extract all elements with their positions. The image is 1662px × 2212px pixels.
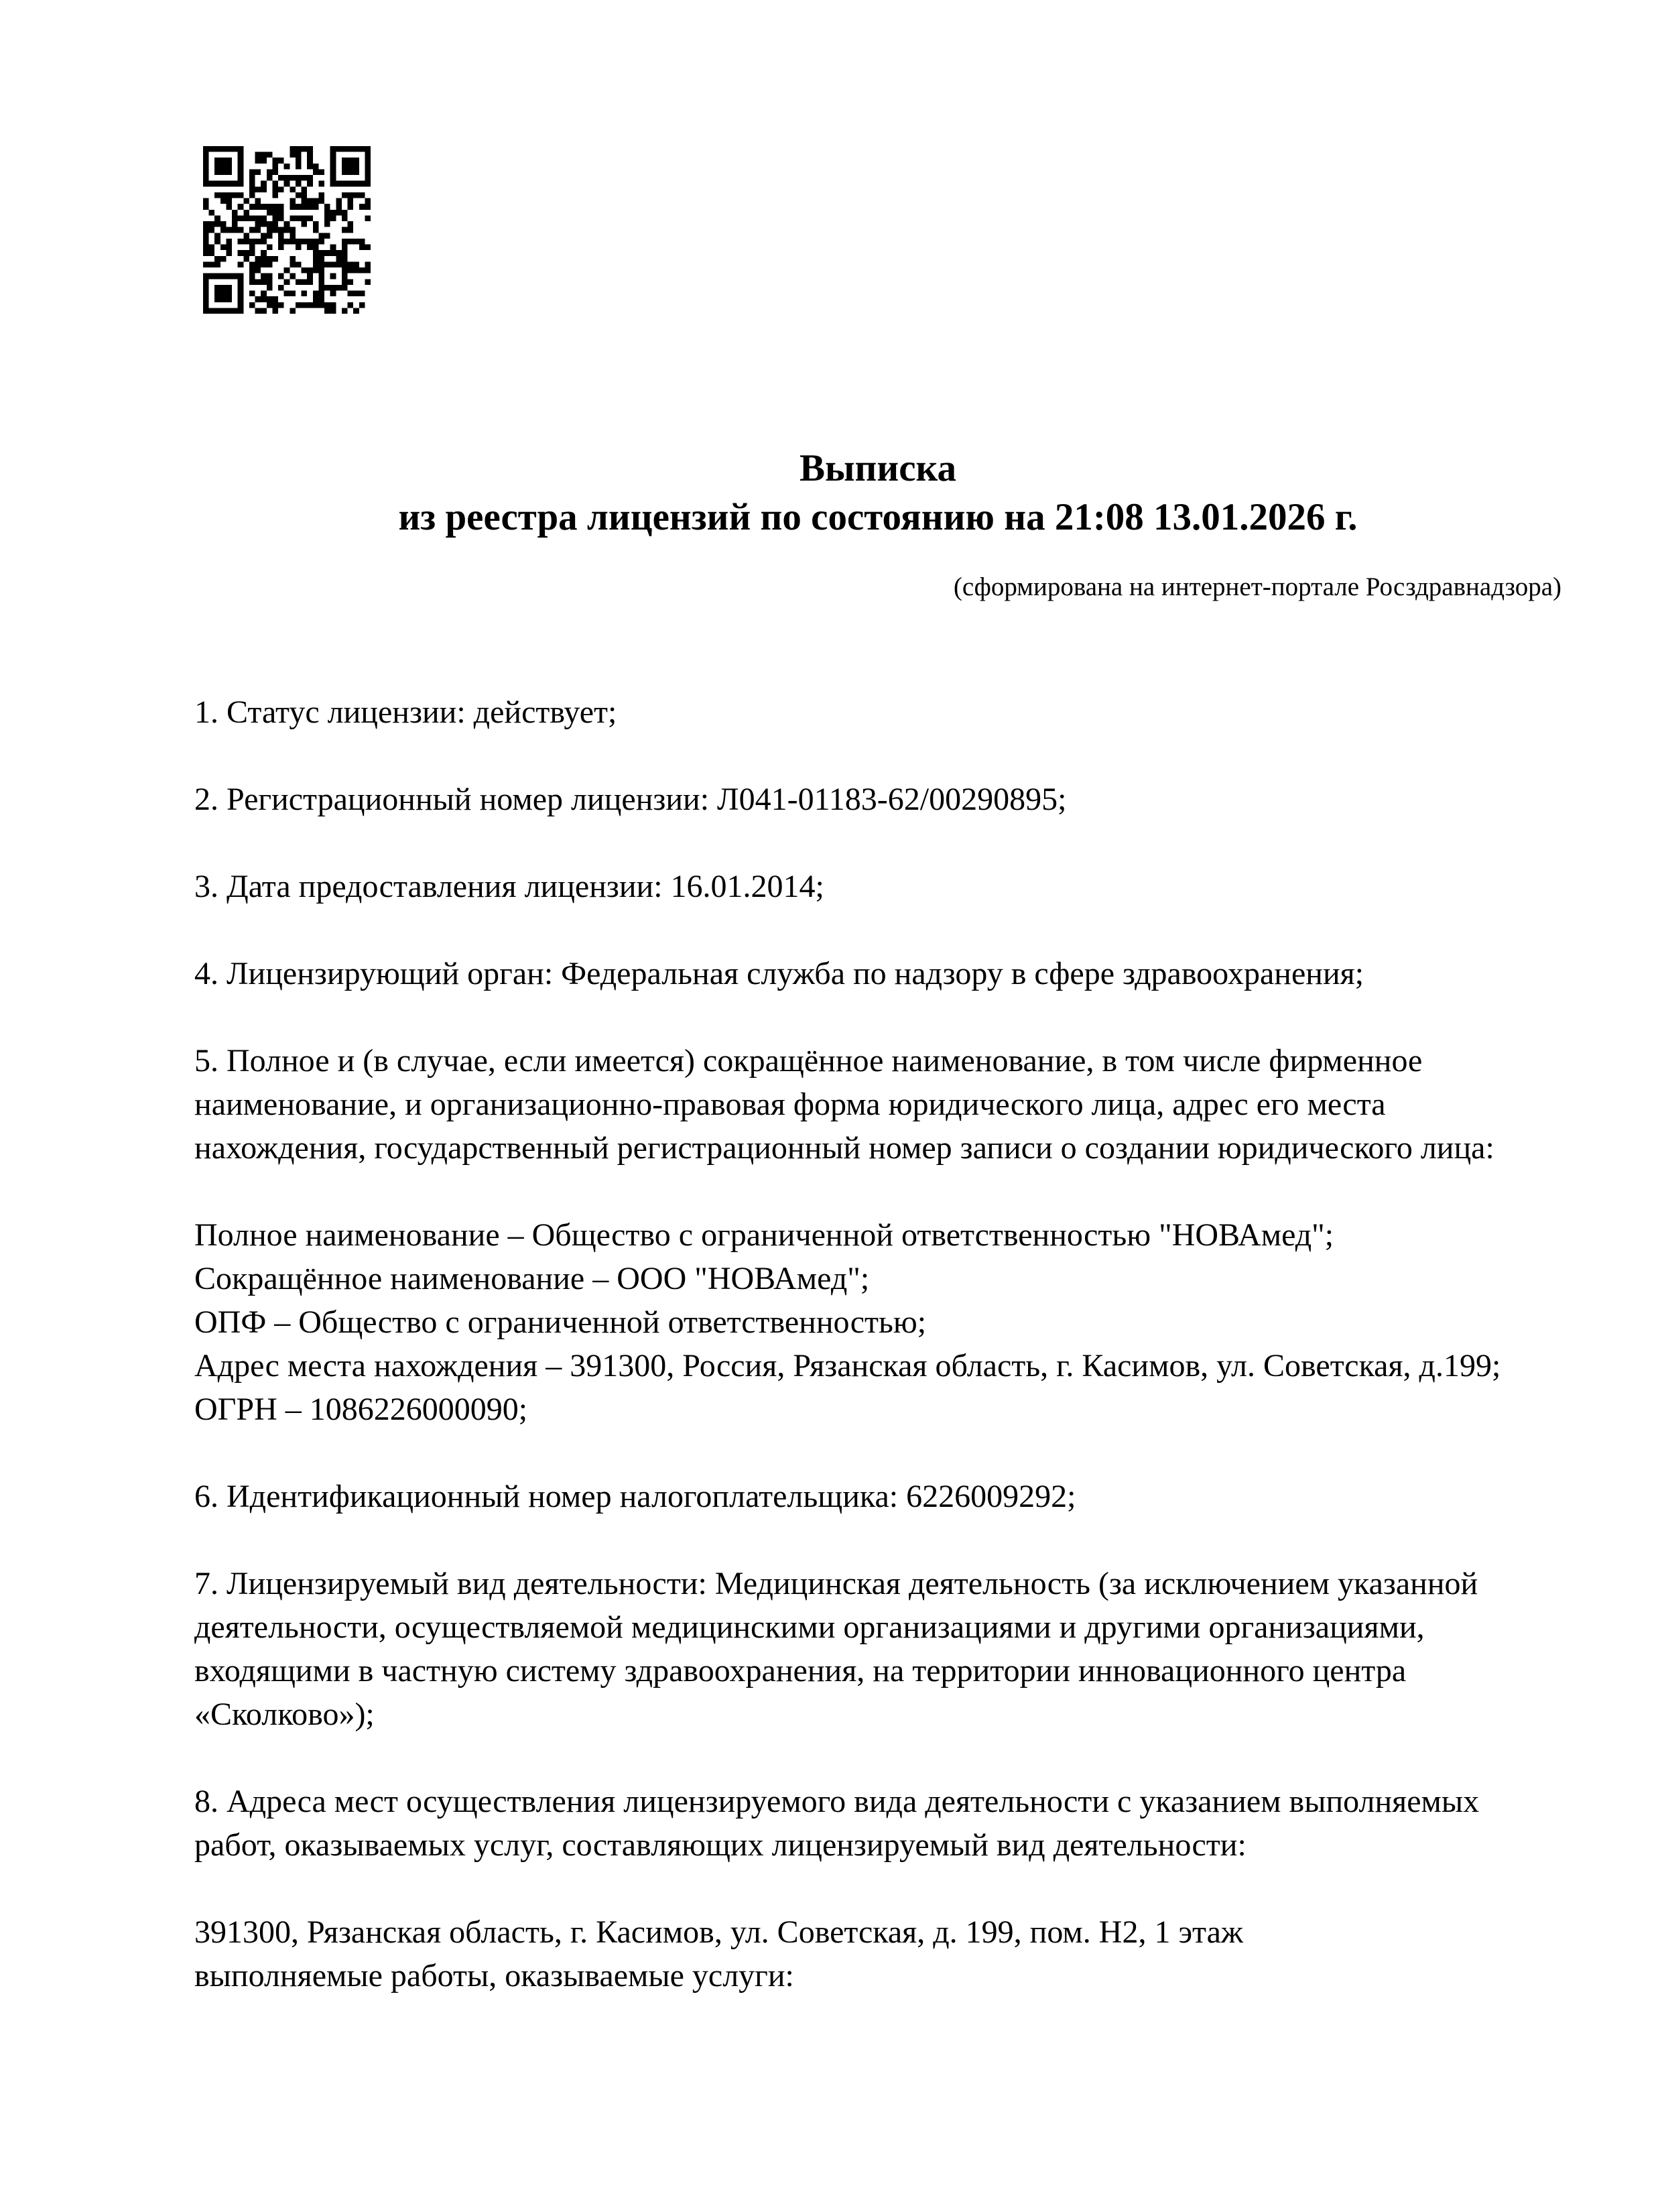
license-reg-number: 2. Регистрационный номер лицензии: Л041-01183-62/00290895;: [194, 782, 1067, 817]
entity-ogrn: ОГРН – 1086226000090;: [194, 1392, 528, 1427]
entity-details: [194, 1213, 1561, 1431]
license-status: 1. Статус лицензии: действует;: [194, 694, 617, 730]
licensed-activity: 7. Лицензируемый вид деятельности: Медицинская деятельность (за исключением указанной деятельности, осуществляемой медицинскими организациями и другими организациями, входящими в частную систему здравоохранения, на территории инновационного центра «Сколково»);: [194, 1566, 1478, 1732]
document-content: [194, 444, 1561, 2041]
entity-address: Адрес места нахождения – 391300, Россия, Рязанская область, г. Касимов, ул. Советская, д.199;: [194, 1348, 1501, 1384]
document-title: [194, 444, 1561, 542]
entity-short-name: Сокращённое наименование – ООО "НОВАмед";: [194, 1261, 870, 1296]
entity-full-name: Полное наименование – Общество с ограниченной ответственностью "НОВАмед";: [194, 1217, 1334, 1253]
generated-note: (сформирована на интернет-портале Росздравнадзора): [953, 572, 1561, 601]
licensing-authority: 4. Лицензирующий орган: Федеральная служба по надзору в сфере здравоохранения;: [194, 956, 1364, 991]
work-site-works-label: выполняемые работы, оказываемые услуги:: [194, 1958, 794, 1993]
license-grant-date: 3. Дата предоставления лицензии: 16.01.2014;: [194, 869, 824, 904]
license-inn: 6. Идентификационный номер налогоплательщика: 6226009292;: [194, 1479, 1076, 1514]
addresses-intro: 8. Адреса мест осуществления лицензируемого вида деятельности с указанием выполняемых работ, оказываемых услуг, составляющих лицензируемый вид деятельности:: [194, 1784, 1480, 1863]
qr-code-icon: [203, 146, 371, 314]
work-site-address: 391300, Рязанская область, г. Касимов, ул. Советская, д. 199, пом. Н2, 1 этаж: [194, 1914, 1244, 1950]
title-line-2: из реестра лицензий по состоянию на 21:08 13.01.2026 г.: [398, 496, 1358, 538]
work-site: [194, 1910, 1561, 1998]
entity-opf: ОПФ – Общество с ограниченной ответственностью;: [194, 1304, 927, 1340]
title-line-1: Выписка: [800, 447, 956, 489]
entity-intro: 5. Полное и (в случае, если имеется) сокращённое наименование, в том числе фирменное наименование, и организационно-правовая форма юридического лица, адрес его места нахождения, государственный регистрационный номер записи о создании юридического лица:: [194, 1043, 1494, 1166]
license-details: [194, 690, 1561, 1998]
